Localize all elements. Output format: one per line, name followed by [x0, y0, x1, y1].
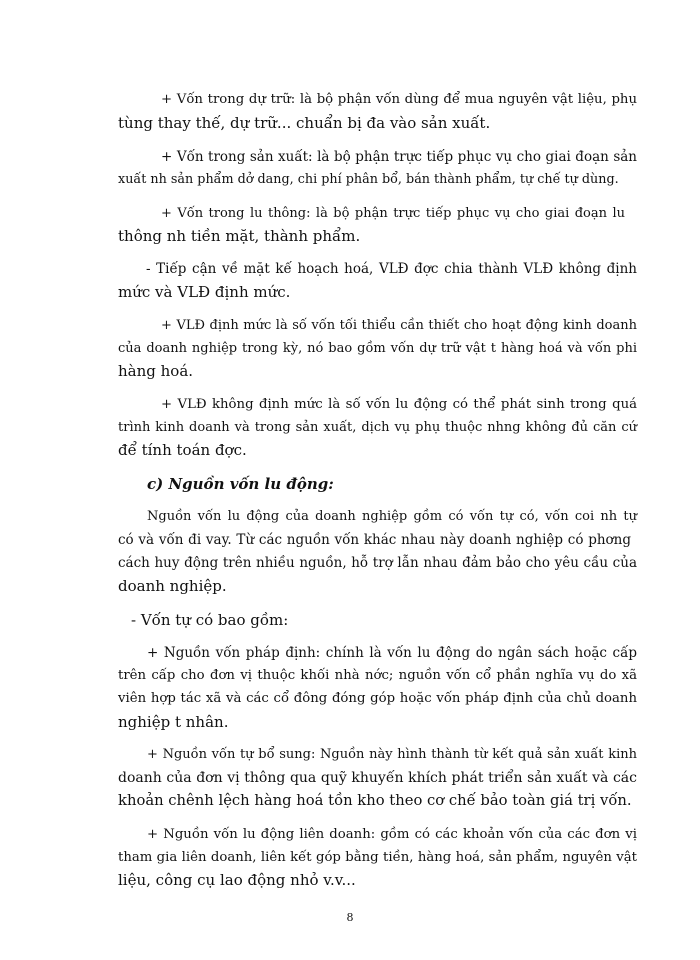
paragraph-line: - Tiếp cận về mặt kế hoạch hoá, VLĐ đợc chia thành VLĐ không định — [146, 261, 637, 277]
paragraph-line: tham gia liên doanh, liên kết góp bằng tiền, hàng hoá, sản phẩm, nguyên vật — [118, 850, 637, 865]
section-heading: c) Nguồn vốn lu động: — [147, 475, 334, 493]
paragraph-line: + Nguồn vốn pháp định: chính là vốn lu động do ngân sách hoặc cấp — [147, 645, 637, 661]
paragraph-line: + Nguồn vốn lu động liên doanh: gồm có các khoản vốn của các đơn vị — [147, 827, 637, 842]
paragraph-line: + Vốn trong lu thông: là bộ phận trực tiếp phục vụ cho giai đoạn lu — [161, 206, 625, 221]
page-number: 8 — [346, 911, 354, 924]
paragraph-line: hàng hoá. — [118, 362, 194, 380]
paragraph-line: doanh của đơn vị thông qua quỹ khuyến khích phát triển sản xuất và các — [118, 770, 637, 786]
paragraph-line: - Vốn tự có bao gồm: — [131, 611, 289, 629]
paragraph-line: có và vốn đi vay. Từ các nguồn vốn khác nhau này doanh nghiệp có phơng — [118, 532, 631, 548]
paragraph-line: xuất nh sản phẩm dở dang, chi phí phân bổ, bán thành phẩm, tự chế tự dùng. — [118, 172, 619, 187]
paragraph-line: mức và VLĐ định mức. — [118, 283, 291, 301]
paragraph-line: trình kinh doanh và trong sản xuất, dịch vụ phụ thuộc nhng không đủ căn cứ — [118, 420, 637, 435]
paragraph-line: để tính toán đợc. — [118, 441, 247, 459]
paragraph-line: trên cấp cho đơn vị thuộc khối nhà nớc; nguồn vốn cổ phần nghĩa vụ do xã — [118, 668, 637, 683]
paragraph-line: + Vốn trong sản xuất: là bộ phận trực tiếp phục vụ cho giai đoạn sản — [161, 149, 637, 165]
paragraph-line: + VLĐ không định mức là số vốn lu động có thể phát sinh trong quá — [161, 397, 637, 412]
paragraph-line: + Vốn trong dự trữ: là bộ phận vốn dùng để mua nguyên vật liệu, phụ — [161, 92, 637, 107]
paragraph-line: thông nh tiền mặt, thành phẩm. — [118, 227, 361, 245]
paragraph-line: Nguồn vốn lu động của doanh nghiệp gồm có vốn tự có, vốn coi nh tự — [147, 509, 637, 524]
paragraph-line: tùng thay thế, dự trữ... chuẩn bị đa vào sản xuất. — [118, 114, 491, 132]
paragraph-line: của doanh nghiệp trong kỳ, nó bao gồm vốn dự trữ vật t hàng hoá và vốn phi — [118, 341, 637, 356]
paragraph-line: viên hợp tác xã và các cổ đông đóng góp hoặc vốn pháp định của chủ doanh — [118, 691, 637, 706]
paragraph-line: liệu, công cụ lao động nhỏ v.v... — [118, 871, 356, 889]
paragraph-line: khoản chênh lệch hàng hoá tồn kho theo cơ chế bảo toàn giá trị vốn. — [118, 792, 632, 809]
paragraph-line: nghiệp t nhân. — [118, 713, 229, 731]
paragraph-line: doanh nghiệp. — [118, 577, 227, 595]
paragraph-line: cách huy động trên nhiều nguồn, hỗ trợ lẫn nhau đảm bảo cho yêu cầu của — [118, 555, 637, 571]
paragraph-line: + Nguồn vốn tự bổ sung: Nguồn này hình thành từ kết quả sản xuất kinh — [147, 747, 637, 762]
paragraph-line: + VLĐ định mức là số vốn tối thiểu cần thiết cho hoạt động kinh doanh — [161, 318, 637, 333]
